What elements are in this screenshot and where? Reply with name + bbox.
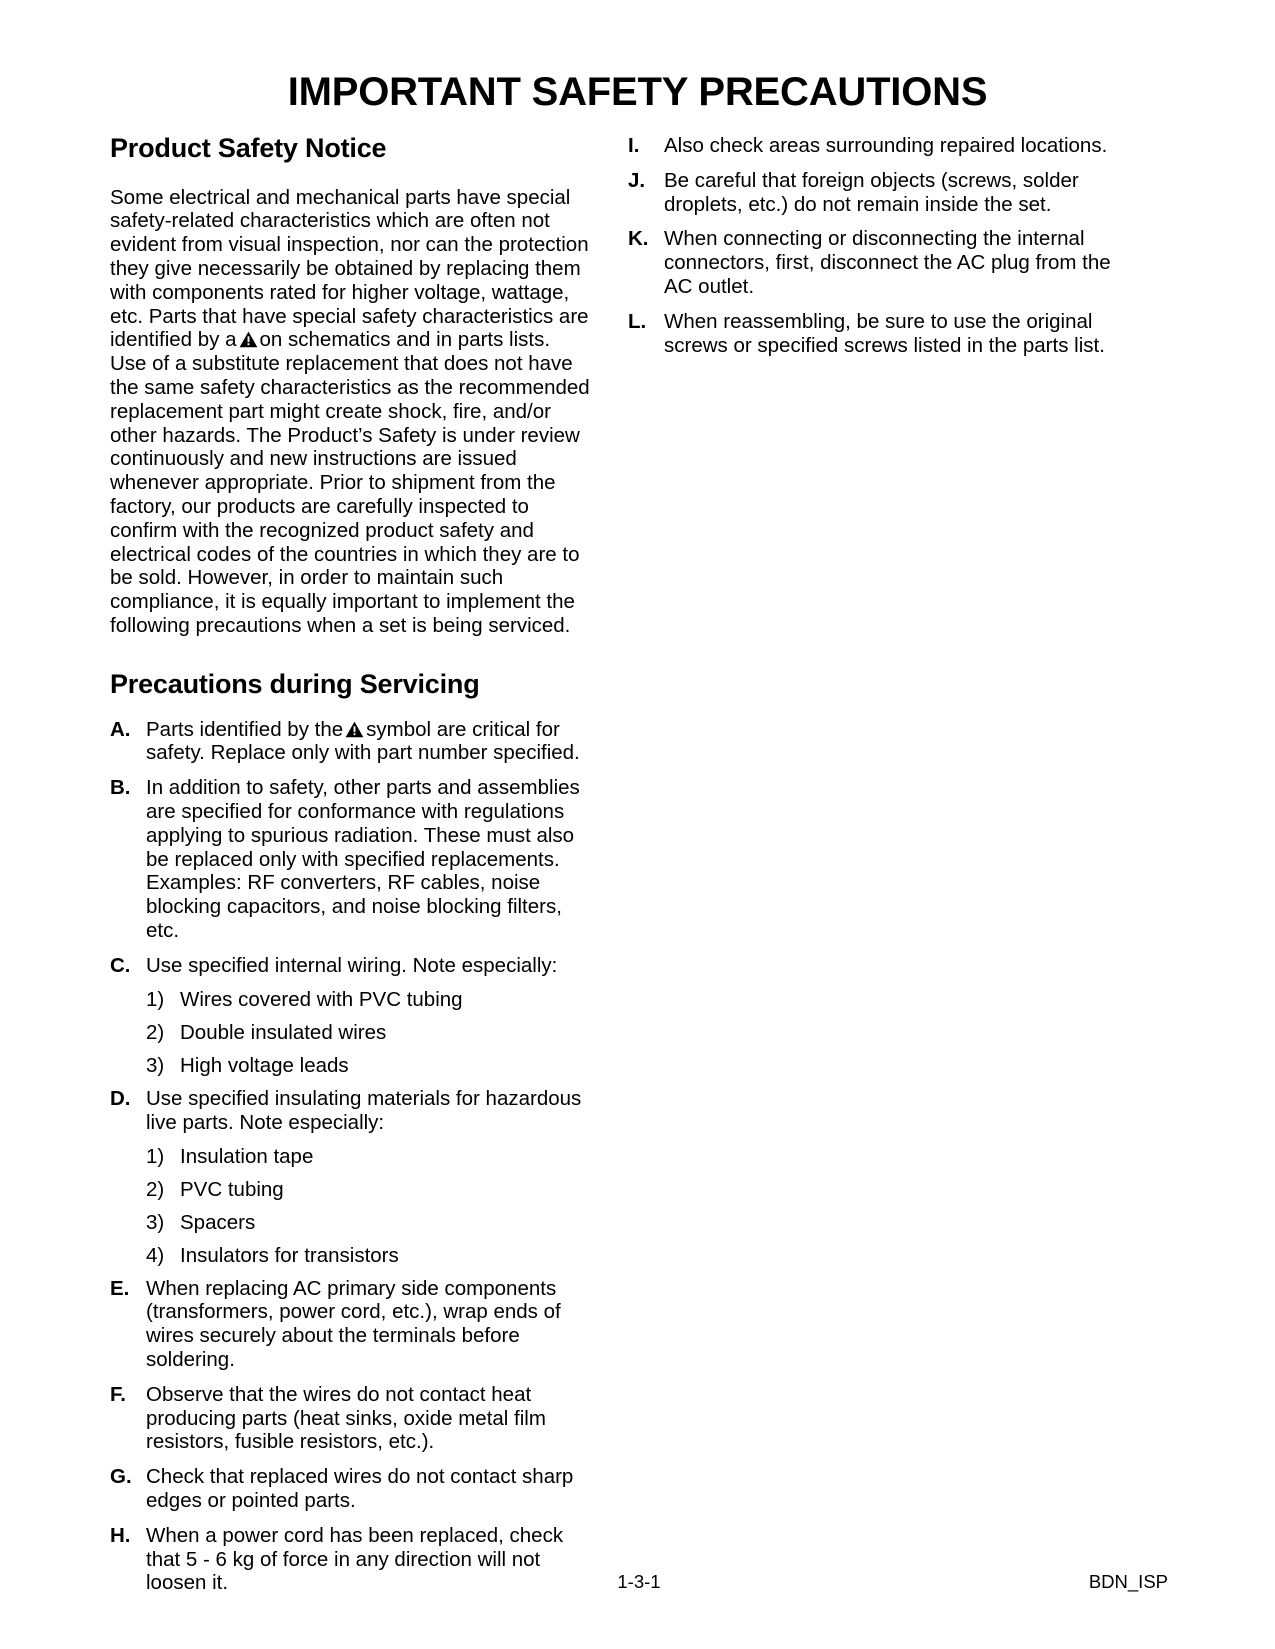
sublist-item xyxy=(146,1178,590,1202)
list-item xyxy=(110,954,590,978)
sublist-d xyxy=(146,1145,590,1267)
item-text: Use specified insulating materials for hazardous live parts. Note especially: xyxy=(146,1086,582,1134)
product-safety-notice-paragraph xyxy=(110,186,590,638)
left-column xyxy=(110,134,590,1595)
sublist-text: High voltage leads xyxy=(180,1054,349,1078)
item-text: In addition to safety, other parts and assemblies are specified for conformance with regulations applying to spurious radiation. These must also be replaced only with specified replacements. Examples: RF converters, RF cables, noise blocking capacitors, and noise blocking filters, etc. xyxy=(146,776,580,942)
list-item xyxy=(628,310,1128,358)
section-heading-product-safety-notice: Product Safety Notice xyxy=(110,133,387,163)
item-letter: B. xyxy=(110,776,131,800)
item-letter: K. xyxy=(628,227,649,251)
item-letter: J. xyxy=(628,168,646,192)
sublist-item xyxy=(146,1054,590,1078)
sublist-number: 2) xyxy=(146,1178,165,1202)
sublist-number: 1) xyxy=(146,1145,165,1169)
sublist-item xyxy=(146,988,590,1012)
item-text: Be careful that foreign objects (screws, solder droplets, etc.) do not remain inside the set. xyxy=(664,168,1079,216)
sublist-item xyxy=(146,1145,590,1169)
sublist-text: Double insulated wires xyxy=(180,1021,387,1045)
page-title: IMPORTANT SAFETY PRECAUTIONS xyxy=(287,70,988,114)
two-column-layout xyxy=(110,134,1168,1595)
sublist-number: 4) xyxy=(146,1243,165,1267)
sublist-item xyxy=(146,1211,590,1235)
sublist-number: 2) xyxy=(146,1021,165,1045)
sublist-text: Spacers xyxy=(180,1211,256,1235)
item-text: Also check areas surrounding repaired locations. xyxy=(664,134,1108,157)
list-item xyxy=(110,776,590,943)
sublist-text: PVC tubing xyxy=(180,1178,284,1202)
item-text: When reassembling, be sure to use the original screws or specified screws listed in the parts list. xyxy=(664,309,1105,357)
item-text xyxy=(146,718,590,766)
item-letter: A. xyxy=(110,717,131,741)
sublist-container xyxy=(146,1145,590,1267)
list-item xyxy=(628,169,1128,217)
list-item xyxy=(110,1277,590,1372)
item-letter: L. xyxy=(628,309,647,333)
footer-doc-code: BDN_ISP xyxy=(1088,1571,1168,1592)
sublist-number: 1) xyxy=(146,988,165,1012)
paragraph-text-part-2: on schematics and in parts lists. Use of a substitute replacement that does not have the same safety characteristics as the recommended replacement part might create shock, fire, and/or other hazards. The Product’s Safety is under review continuously and new instructions are issued whenever appropriate. Prior to shipment from the factory, our products are carefully inspected to confirm with the recognized product safety and electrical codes of the countries in which they are to be sold. However, in order to maintain such compliance, it is equally important to implement the following precautions when a set is being serviced. xyxy=(110,328,590,638)
list-item xyxy=(110,1087,590,1135)
sublist-text: Insulators for transistors xyxy=(180,1243,399,1267)
item-letter: C. xyxy=(110,953,131,977)
item-letter: E. xyxy=(110,1276,130,1300)
section-heading-precautions-during-servicing: Precautions during Servicing xyxy=(110,668,480,699)
sublist-c xyxy=(146,988,590,1077)
sublist-text: Wires covered with PVC tubing xyxy=(180,988,463,1012)
item-letter: F. xyxy=(110,1382,126,1406)
list-item xyxy=(628,227,1128,298)
item-text: When replacing AC primary side components (transformers, power cord, etc.), wrap ends of wires securely about the terminals before soldering. xyxy=(146,1276,561,1372)
paragraph-text-part-1: Some electrical and mechanical parts have special safety-related characteristics which are often not evident from visual inspection, nor can the protection they give necessarily be obtained by replacing them with components rated for higher voltage, wattage, etc. Parts that have special safety characteristics are identified by a xyxy=(110,185,589,352)
footer-page-number: 1-3-1 xyxy=(617,1571,661,1592)
item-letter: I. xyxy=(628,134,640,157)
item-letter: G. xyxy=(110,1465,132,1489)
item-letter: H. xyxy=(110,1523,131,1547)
page-footer xyxy=(110,1571,1168,1593)
list-item xyxy=(110,718,590,766)
item-text: Use specified internal wiring. Note especially: xyxy=(146,953,558,977)
item-text: When connecting or disconnecting the internal connectors, first, disconnect the AC plug from the AC outlet. xyxy=(664,227,1111,298)
item-text-part-1: Parts identified by the xyxy=(146,717,344,741)
sublist-number: 3) xyxy=(146,1211,165,1235)
item-text: Observe that the wires do not contact heat producing parts (heat sinks, oxide metal film resistors, fusible resistors, etc.). xyxy=(146,1382,546,1454)
item-text: Check that replaced wires do not contact sharp edges or pointed parts. xyxy=(146,1465,574,1513)
warning-triangle-icon xyxy=(239,331,258,348)
item-text: When a power cord has been replaced, check that 5 - 6 kg of force in any direction will not loosen it. xyxy=(146,1523,564,1595)
item-text-part-2: symbol are critical for safety. Replace only with part number specified. xyxy=(146,717,580,765)
list-item xyxy=(628,134,1128,158)
precautions-list-left xyxy=(110,718,590,1596)
sublist-number: 3) xyxy=(146,1054,165,1078)
item-letter: D. xyxy=(110,1086,131,1110)
sublist-container xyxy=(146,988,590,1077)
list-item xyxy=(110,1383,590,1454)
warning-triangle-icon xyxy=(345,721,364,738)
right-column xyxy=(628,134,1128,1595)
sublist-item xyxy=(146,1244,590,1268)
sublist-item xyxy=(146,1021,590,1045)
sublist-text: Insulation tape xyxy=(180,1145,314,1169)
precautions-list-right xyxy=(628,134,1128,357)
list-item xyxy=(110,1465,590,1513)
